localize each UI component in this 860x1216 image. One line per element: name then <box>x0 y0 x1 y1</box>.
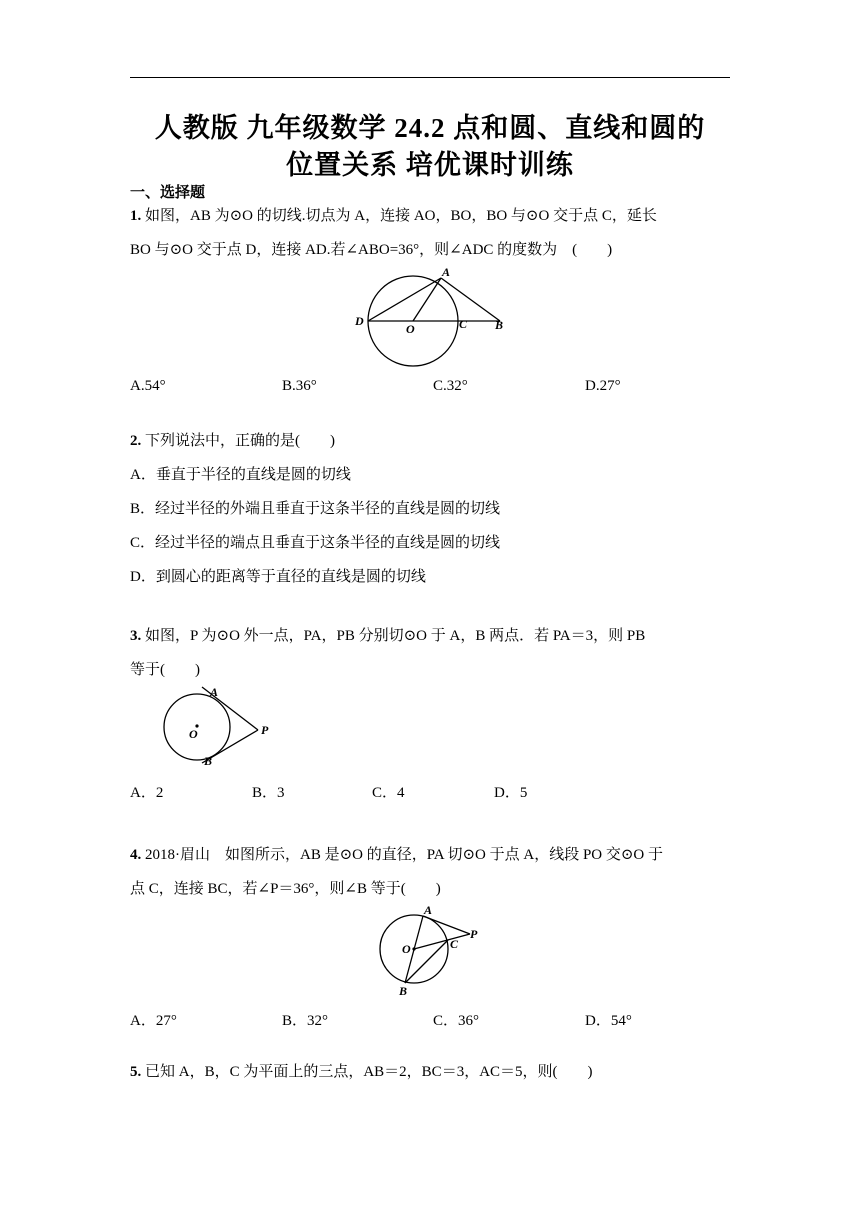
q4-label-b: B <box>399 984 408 998</box>
question-4-figure <box>370 902 490 1002</box>
question-4-option-c: C．36° <box>433 1013 480 1029</box>
q1-label-c: C <box>459 317 468 331</box>
question-5-number: 5. <box>130 1064 142 1080</box>
q1-label-b: B <box>495 318 504 332</box>
question-2-option-c: C．经过半径的端点且垂直于这条半径的直线是圆的切线 <box>130 535 501 551</box>
question-1-option-c: C.32° <box>433 378 468 394</box>
question-3-line2: 等于( ) <box>130 662 200 678</box>
q1-label-o: O <box>406 322 415 336</box>
q4-label-a: A <box>424 903 433 917</box>
question-2-text-1: 下列说法中，正确的是( ) <box>145 433 335 449</box>
question-3-option-b: B．3 <box>252 785 285 801</box>
question-1-option-a: A.54° <box>130 378 166 394</box>
page-title-line1: 人教版 九年级数学 24.2 点和圆、直线和圆的 <box>154 113 706 143</box>
question-3-option-d: D．5 <box>494 785 528 801</box>
question-5-text-1: 已知 A，B，C 为平面上的三点，AB＝2，BC＝3，AC＝5，则( ) <box>145 1064 593 1080</box>
question-4-option-d: D．54° <box>585 1013 632 1029</box>
question-2-option-d: D．到圆心的距离等于直径的直线是圆的切线 <box>130 569 426 585</box>
q3-label-b: B <box>204 754 213 768</box>
question-4-line1 <box>130 843 663 864</box>
header-rule <box>130 77 730 78</box>
question-1-option-b: B.36° <box>282 378 317 394</box>
q1-label-a: A <box>442 265 451 279</box>
question-1-text-1: 如图，AB 为⊙O 的切线.切点为 A，连接 AO，BO，BO 与⊙O 交于点 C，延长 <box>145 208 657 224</box>
question-3-option-c: C．4 <box>372 785 405 801</box>
question-2-option-b: B．经过半径的外端且垂直于这条半径的直线是圆的切线 <box>130 501 501 517</box>
q3-label-o: O <box>189 727 198 741</box>
question-5-line1 <box>130 1060 593 1081</box>
question-3-line1 <box>130 624 645 645</box>
section-heading: 一、选择题 <box>130 185 206 201</box>
question-2-line1 <box>130 429 335 450</box>
question-2-number: 2. <box>130 433 142 449</box>
question-1-number: 1. <box>130 208 142 224</box>
question-4-number: 4. <box>130 847 142 863</box>
question-4-option-a: A．27° <box>130 1013 177 1029</box>
question-4-option-b: B．32° <box>282 1013 329 1029</box>
q1-label-d: D <box>355 314 364 328</box>
q4-label-c: C <box>450 937 459 951</box>
q4-label-p: P <box>470 927 478 941</box>
question-3-number: 3. <box>130 628 142 644</box>
q3-label-p: P <box>261 723 269 737</box>
question-1-figure <box>350 262 520 372</box>
question-4-line2: 点 C，连接 BC，若∠P＝36°，则∠B 等于( ) <box>130 881 441 897</box>
question-3-text-1: 如图，P 为⊙O 外一点，PA，PB 分别切⊙O 于 A，B 两点．若 PA＝3，则 PB <box>145 628 646 644</box>
question-3-figure <box>160 683 280 773</box>
question-1-line2: BO 与⊙O 交于点 D，连接 AD.若∠ABO=36°，则∠ADC 的度数为 ( ) <box>130 242 613 258</box>
q4-label-o: O <box>402 942 411 956</box>
question-3-option-a: A．2 <box>130 785 164 801</box>
page-title-line2: 位置关系 培优课时训练 <box>286 150 574 180</box>
question-1-option-d: D.27° <box>585 378 621 394</box>
question-2-option-a: A．垂直于半径的直线是圆的切线 <box>130 467 351 483</box>
question-1-line1 <box>130 204 657 225</box>
q3-label-a: A <box>210 685 219 699</box>
question-4-text-1: 2018·眉山 如图所示，AB 是⊙O 的直径，PA 切⊙O 于点 A，线段 PO 交⊙O 于 <box>145 847 664 863</box>
